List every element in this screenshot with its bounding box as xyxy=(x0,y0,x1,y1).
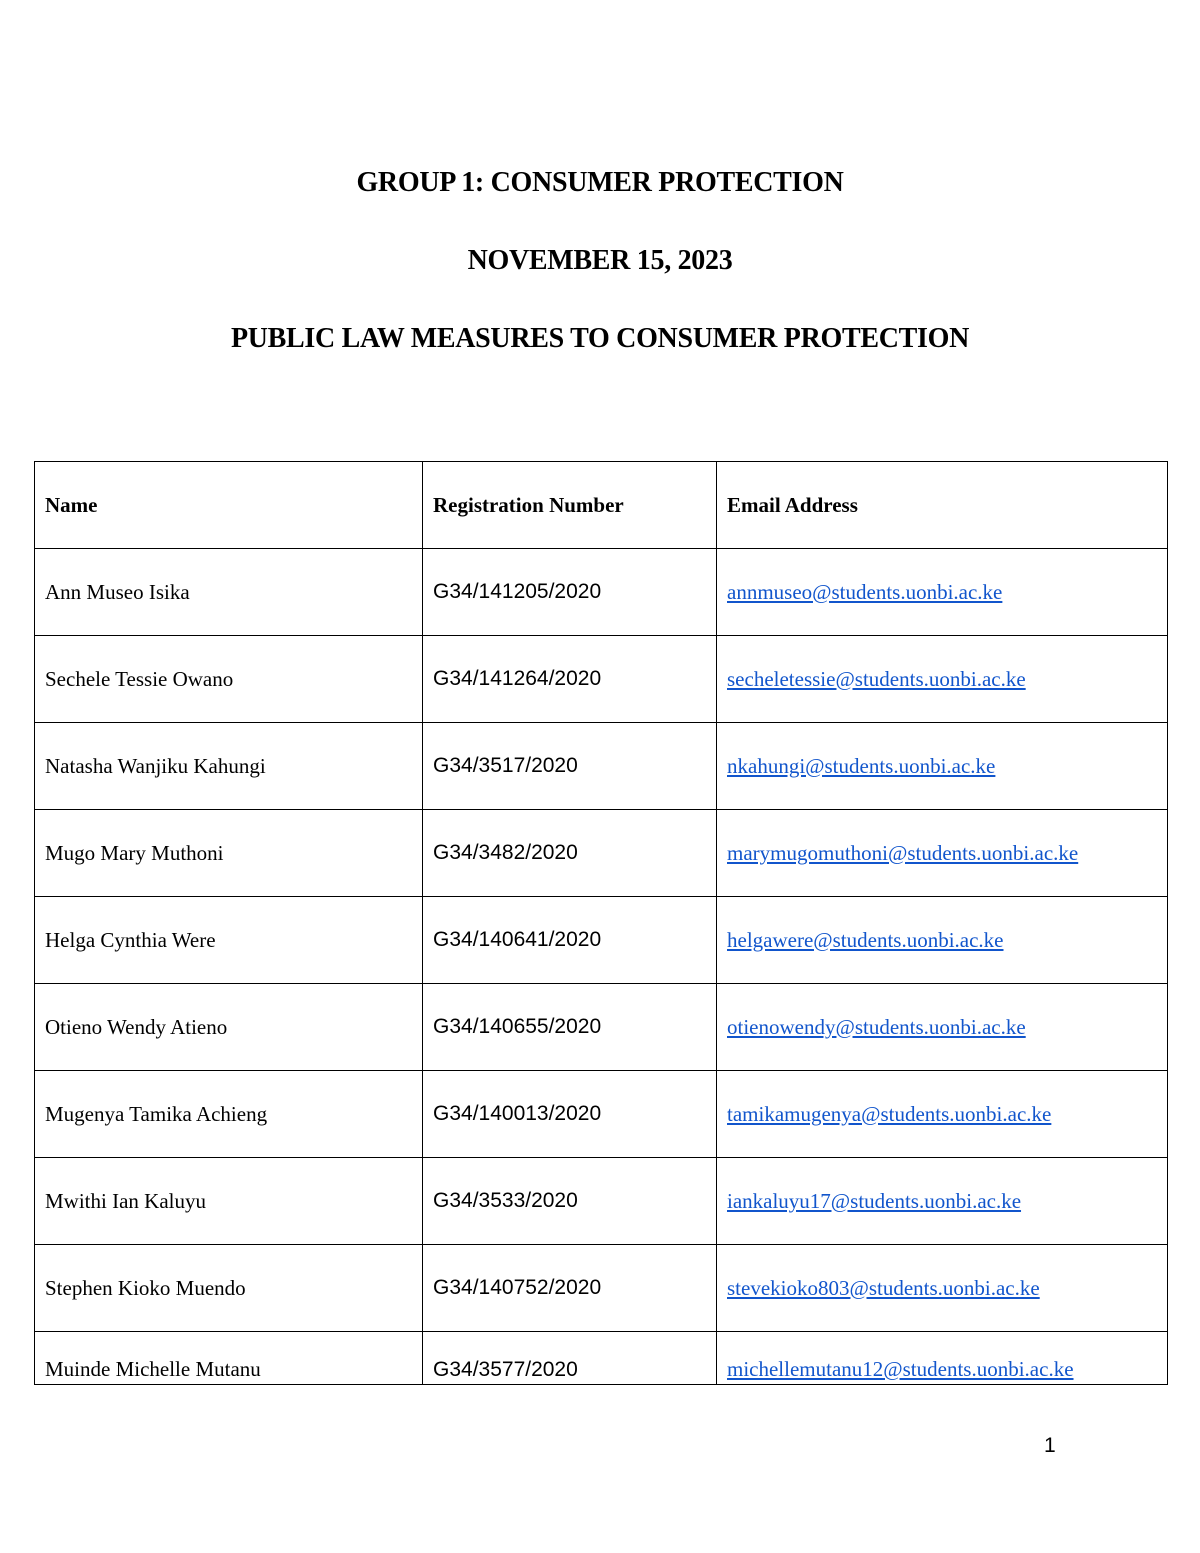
email-cell xyxy=(717,1332,1168,1385)
member-name: Mugo Mary Muthoni xyxy=(35,810,423,897)
email-link[interactable]: helgawere@students.uonbi.ac.ke xyxy=(727,927,1004,952)
email-cell xyxy=(717,1158,1168,1245)
registration-number: G34/140641/2020 xyxy=(423,897,717,984)
member-name: Muinde Michelle Mutanu xyxy=(35,1332,423,1385)
email-cell xyxy=(717,636,1168,723)
document-subtitle: PUBLIC LAW MEASURES TO CONSUMER PROTECTION xyxy=(230,323,970,354)
email-link[interactable]: nkahungi@students.uonbi.ac.ke xyxy=(727,753,996,778)
email-link[interactable]: annmuseo@students.uonbi.ac.ke xyxy=(727,579,1003,604)
email-link[interactable]: secheletessie@students.uonbi.ac.ke xyxy=(727,666,1026,691)
email-link[interactable]: marymugomuthoni@students.uonbi.ac.ke xyxy=(727,840,1079,865)
email-cell xyxy=(717,1071,1168,1158)
members-table xyxy=(34,461,1168,1385)
table-row xyxy=(35,549,1168,636)
table-row xyxy=(35,723,1168,810)
email-link[interactable]: otienowendy@students.uonbi.ac.ke xyxy=(727,1014,1026,1039)
email-cell xyxy=(717,810,1168,897)
email-cell xyxy=(717,897,1168,984)
member-name: Helga Cynthia Were xyxy=(35,897,423,984)
member-name: Natasha Wanjiku Kahungi xyxy=(35,723,423,810)
member-name: Mwithi Ian Kaluyu xyxy=(35,1158,423,1245)
registration-number: G34/3517/2020 xyxy=(423,723,717,810)
header-email-address: Email Address xyxy=(717,462,1168,549)
email-link[interactable]: iankaluyu17@students.uonbi.ac.ke xyxy=(727,1188,1022,1213)
email-cell xyxy=(717,1245,1168,1332)
member-name: Sechele Tessie Owano xyxy=(35,636,423,723)
table-row xyxy=(35,984,1168,1071)
header-registration-number: Registration Number xyxy=(423,462,717,549)
table-row xyxy=(35,1158,1168,1245)
table-row xyxy=(35,897,1168,984)
registration-number: G34/3533/2020 xyxy=(423,1158,717,1245)
registration-number: G34/3577/2020 xyxy=(423,1332,717,1385)
member-name: Stephen Kioko Muendo xyxy=(35,1245,423,1332)
email-cell xyxy=(717,984,1168,1071)
email-link[interactable]: tamikamugenya@students.uonbi.ac.ke xyxy=(727,1101,1052,1126)
registration-number: G34/3482/2020 xyxy=(423,810,717,897)
table-row xyxy=(35,1245,1168,1332)
table-row xyxy=(35,636,1168,723)
table-row xyxy=(35,1071,1168,1158)
email-link[interactable]: stevekioko803@students.uonbi.ac.ke xyxy=(727,1275,1040,1300)
member-name: Ann Museo Isika xyxy=(35,549,423,636)
email-link[interactable]: michellemutanu12@students.uonbi.ac.ke xyxy=(727,1357,1074,1381)
table-body xyxy=(35,549,1168,1385)
registration-number: G34/140752/2020 xyxy=(423,1245,717,1332)
registration-number: G34/141264/2020 xyxy=(423,636,717,723)
document-date: NOVEMBER 15, 2023 xyxy=(467,245,733,276)
table-header-row xyxy=(35,462,1168,549)
document-title: GROUP 1: CONSUMER PROTECTION xyxy=(356,167,844,198)
registration-number: G34/140655/2020 xyxy=(423,984,717,1071)
table-row xyxy=(35,1332,1168,1385)
registration-number: G34/141205/2020 xyxy=(423,549,717,636)
email-cell xyxy=(717,549,1168,636)
email-cell xyxy=(717,723,1168,810)
page-number: 1 xyxy=(1044,1434,1056,1457)
table-row xyxy=(35,810,1168,897)
header-name: Name xyxy=(35,462,423,549)
member-name: Otieno Wendy Atieno xyxy=(35,984,423,1071)
member-name: Mugenya Tamika Achieng xyxy=(35,1071,423,1158)
registration-number: G34/140013/2020 xyxy=(423,1071,717,1158)
